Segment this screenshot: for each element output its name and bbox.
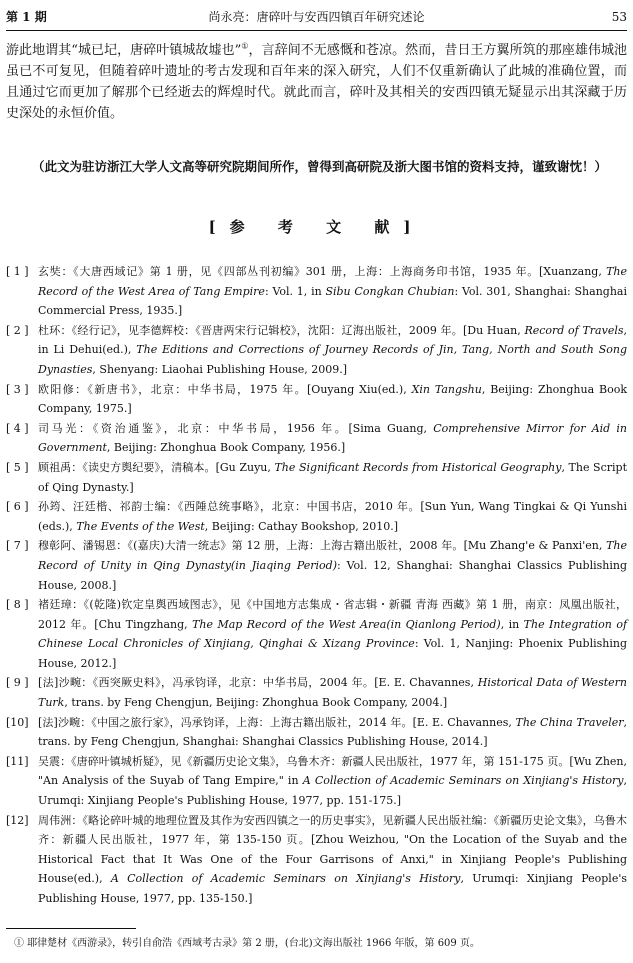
- reference-number: [ 2 ]: [6, 323, 29, 337]
- reference-item: [6, 536, 627, 595]
- reference-number: [ 9 ]: [6, 676, 29, 690]
- header-rule: [6, 30, 627, 31]
- reference-text: , The Script of Qing Dynasty.]: [38, 460, 627, 494]
- reference-text: , Shenyang: Liaohai Publishing House, 2009.]: [92, 362, 348, 376]
- reference-text: , Urumqi: Xinjiang People's Publishing House, 1977, pp. 151-175.]: [38, 774, 628, 808]
- reference-item: [6, 262, 627, 321]
- reference-text: , trans. by Feng Chengjun, Beijing: Zhonghua Book Company, 2004.]: [64, 696, 448, 710]
- footnote-rule: [6, 928, 136, 929]
- reference-item: [6, 380, 627, 419]
- reference-text: [法]沙畹：《中国之旅行家》，冯承钧译，上海：上海古籍出版社，2014 年。[E. E. Chavannes,: [38, 715, 516, 729]
- reference-item: [6, 713, 627, 752]
- reference-item: [6, 321, 627, 380]
- reference-text: 周伟洲：《略论碎叶城的地理位置及其作为安西四镇之一的历史事实》，见新疆人民出版社编：《新疆历史论文集》，乌鲁木齐：新疆人民出版社，1977 年，第 135-150 页。[Zhou Weizhou, "On the Location of the Suyab and the Historical Fact that It Was One of the Four Garrisons of Anxi," in Xinjiang People's Publishing House(ed.),: [38, 813, 627, 886]
- running-title: 尚永亮：唐碎叶与安西四镇百年研究述论: [208, 10, 425, 24]
- reference-title-italic: The China Traveler: [515, 715, 624, 729]
- reference-number: [ 7 ]: [6, 539, 29, 553]
- reference-number: [ 4 ]: [6, 421, 29, 435]
- reference-text: , in: [500, 617, 524, 631]
- reference-text: : Vol. 301, Shanghai: Shanghai Commercial Press, 1935.]: [38, 284, 627, 318]
- footnote: [14, 936, 627, 952]
- reference-text: , Beijing: Zhonghua Book Company, 1975.]: [38, 382, 627, 416]
- reference-title-italic: A Collection of Academic Seminars on Xinjiang's History: [110, 872, 461, 886]
- reference-title-italic: Comprehensive Mirror for Aid in Government: [38, 421, 627, 455]
- footnote-text: 耶律楚材《西游录》，转引自俞浩《西域考古录》第 2 册，(台北)文海出版社 1966 年版，第 609 页。: [27, 938, 480, 949]
- page-number: 53: [611, 10, 627, 24]
- issue-number: 第 1 期: [6, 10, 47, 24]
- reference-text: , trans. by Feng Chengjun, Shanghai: Shanghai Classics Publishing House, 2014.]: [38, 715, 627, 749]
- reference-number: [ 8 ]: [6, 598, 29, 612]
- reference-text: , Beijing: Cathay Bookshop, 2010.]: [204, 519, 399, 533]
- reference-item: [6, 595, 627, 673]
- reference-text: [法]沙畹：《西突厥史料》，冯承钧译，北京：中华书局，2004 年。[E. E. Chavannes,: [38, 676, 478, 690]
- reference-text: 褚廷璋：《(乾隆)钦定皇舆西域图志》，见《中国地方志集成・省志辑・新疆 青海 西藏》第 1 册，南京：凤凰出版社，2012 年。[Chu Tingzhang,: [38, 598, 627, 631]
- reference-title-italic: The Editions and Corrections of Journey Records of Jin, Tang, North and South Song Dynasties: [38, 343, 627, 376]
- reference-number: [ 6 ]: [6, 500, 29, 514]
- reference-item: [6, 458, 627, 497]
- reference-title-italic: The Map Record of the West Area(in Qianlong Period): [192, 617, 501, 631]
- reference-title-italic: The Events of the West: [76, 519, 205, 533]
- reference-item: [6, 673, 627, 712]
- reference-text: 玄奘：《大唐西域记》第 1 册，见《四部丛刊初编》301 册，上海：上海商务印书馆，1935 年。[Xuanzang,: [38, 265, 607, 278]
- reference-list: [6, 262, 627, 909]
- reference-text: 杜环：《经行记》，见李德辉校：《晋唐两宋行记辑校》，沈阳：辽海出版社，2009 年。[Du Huan,: [38, 323, 525, 337]
- reference-text: 孙筠、汪廷楷、祁韵士编：《西陲总统事略》，北京：中国书店，2010 年。[Sun Yun, Wang Tingkai & Qi Yunshi (eds.),: [38, 500, 627, 533]
- reference-text: : Vol. 1, Nanjing: Phoenix Publishing House, 2012.]: [38, 637, 628, 670]
- footnote-mark-link[interactable]: ①: [241, 41, 249, 51]
- reference-number: [ 3 ]: [6, 382, 29, 396]
- reference-text: 顾祖禹：《读史方舆纪要》，清稿本。[Gu Zuyu,: [38, 460, 275, 474]
- reference-title-italic: Historical Data of Western Turk: [38, 676, 627, 710]
- reference-title-italic: Sibu Congkan Chubian: [325, 284, 455, 298]
- body-text-after: ，言辞间不无感慨和苍凉。然而，昔日王方翼所筑的那座雄伟城池虽已不可复见，但随着碎叶遗址的考古发现和百年来的深入研究，人们不仅重新确认了此城的准确位置，而且通过它而更加了解那个已经逝去的辉煌时代。就此而言，碎叶及其相关的安西四镇无疑显示出其深藏于历史深处的永恒价值。: [6, 43, 627, 121]
- reference-text: : Vol. 1, in: [264, 284, 326, 298]
- references-heading: [参 考 文 献]: [208, 218, 425, 236]
- footnote-mark: ①: [14, 938, 24, 949]
- acknowledgement: （此文为驻访浙江大学人文高等研究院期间所作，曾得到高研院及浙大图书馆的资料支持，谨致谢忱！）: [32, 159, 608, 174]
- reference-text: 司马光：《资治通鉴》，北京：中华书局，1956 年。[Sima Guang,: [38, 421, 434, 435]
- reference-text: 欧阳修：《新唐书》，北京：中华书局，1975 年。[Ouyang Xiu(ed.),: [38, 382, 412, 396]
- reference-title-italic: The Integration of Chinese Local Chronicles of Xinjiang, Qinghai & Xizang Province: [38, 617, 628, 651]
- reference-item: [6, 752, 627, 811]
- reference-item: [6, 497, 627, 536]
- reference-text: , in Li Dehui(ed.),: [38, 323, 627, 357]
- reference-title-italic: The Significant Records from Historical Geography: [274, 460, 562, 474]
- reference-text: : Vol. 12, Shanghai: Shanghai Classics Publishing House, 2008.]: [38, 558, 627, 592]
- reference-item: [6, 419, 627, 458]
- reference-title-italic: A Collection of Academic Seminars on Xinjiang's History: [302, 774, 624, 788]
- reference-number: [ 5 ]: [6, 460, 29, 474]
- reference-number: [10]: [6, 715, 29, 729]
- page-header: [6, 6, 627, 28]
- body-paragraph: [6, 40, 627, 124]
- reference-text: , Beijing: Zhonghua Book Company, 1956.]: [106, 441, 346, 455]
- reference-text: 穆彰阿、潘锡恩：《(嘉庆)大清一统志》第 12 册，上海：上海古籍出版社，2008 年。[Mu Zhang'e & Panxi'en,: [38, 539, 607, 553]
- reference-number: [12]: [6, 813, 29, 827]
- reference-title-italic: The Record of the West Area of Tang Empire: [38, 265, 627, 298]
- reference-title-italic: Xin Tangshu: [411, 382, 482, 396]
- reference-title-italic: The Record of Unity in Qing Dynasty(in Jiaqing Period): [38, 539, 627, 572]
- reference-number: [ 1 ]: [6, 265, 29, 278]
- reference-title-italic: Record of Travels: [524, 323, 624, 337]
- body-text-before: 游此地谓其“城已圮，唐碎叶镇城故墟也”: [6, 43, 242, 58]
- reference-number: [11]: [6, 754, 29, 768]
- reference-text: 吴震：《唐碎叶镇城析疑》，见《新疆历史论文集》，乌鲁木齐：新疆人民出版社，1977 年，第 151-175 页。[Wu Zhen, "An Analysis of the Suyab of Tang Empire," in: [38, 754, 627, 788]
- reference-item: [6, 811, 627, 909]
- reference-text: , Urumqi: Xinjiang People's Publishing House, 1977, pp. 135-150.]: [38, 872, 627, 905]
